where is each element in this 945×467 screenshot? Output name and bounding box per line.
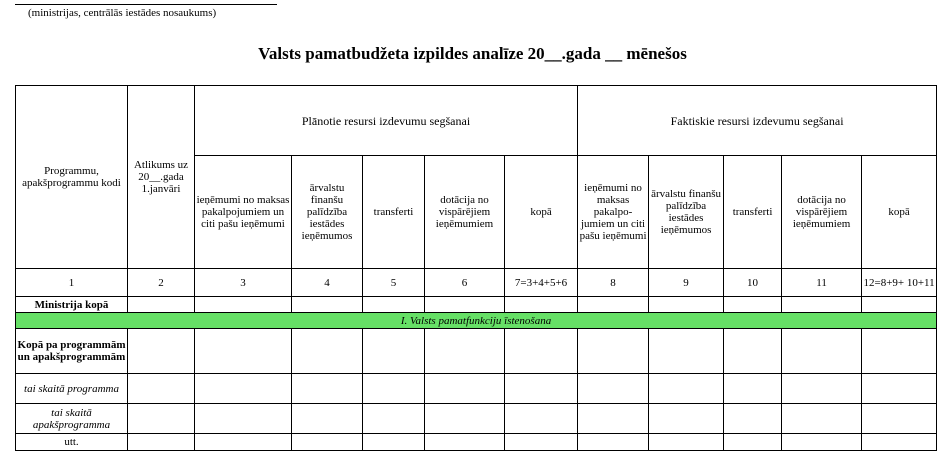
data-cell	[363, 434, 425, 451]
col-number: 9	[649, 269, 724, 297]
data-cell	[505, 297, 578, 313]
row-label: Ministrija kopā	[16, 297, 128, 313]
header-row-groups	[16, 86, 937, 156]
data-cell	[363, 374, 425, 404]
data-cell	[578, 404, 649, 434]
row-label: Kopā pa programmām un apakšprogrammām	[16, 329, 128, 374]
data-cell	[363, 329, 425, 374]
data-cell	[292, 374, 363, 404]
header-program-codes: Programmu, apakšprogrammu kodi	[16, 86, 128, 269]
data-cell	[195, 297, 292, 313]
ministry-name-caption: (ministrijas, centrālās iestādes nosaukums)	[28, 7, 217, 19]
data-cell	[425, 297, 505, 313]
header-planned-subsidy: dotācija no vispārējiem ieņēmumiem	[425, 156, 505, 269]
signature-line	[15, 4, 277, 5]
data-cell	[505, 329, 578, 374]
data-cell	[425, 404, 505, 434]
data-cell	[128, 404, 195, 434]
data-cell	[862, 374, 937, 404]
data-cell	[505, 374, 578, 404]
header-actual-subsidy: dotācija no vispārējiem ieņēmumiem	[782, 156, 862, 269]
data-cell	[649, 404, 724, 434]
header-planned-resources: Plānotie resursi izdevumu segšanai	[195, 86, 578, 156]
row-label: tai skaitā programma	[16, 374, 128, 404]
header-planned-foreign-aid: ārvalstu finanšu palīdzība iestādes ieņēmumos	[292, 156, 363, 269]
data-cell	[724, 329, 782, 374]
data-cell	[505, 434, 578, 451]
data-cell	[128, 329, 195, 374]
header-actual-transfers: transferti	[724, 156, 782, 269]
data-cell	[782, 297, 862, 313]
data-cell	[128, 297, 195, 313]
col-number: 10	[724, 269, 782, 297]
col-number: 5	[363, 269, 425, 297]
header-actual-foreign-aid: ārvalstu finanšu palīdzība iestādes ieņēmumos	[649, 156, 724, 269]
row-programs-total	[16, 329, 937, 374]
data-cell	[862, 404, 937, 434]
data-cell	[128, 434, 195, 451]
col-number: 2	[128, 269, 195, 297]
header-planned-own-revenue: ieņēmumi no maksas pakalpojumiem un citi pašu ieņēmumi	[195, 156, 292, 269]
data-cell	[578, 374, 649, 404]
section-heading-row	[16, 313, 937, 329]
col-number: 1	[16, 269, 128, 297]
data-cell	[363, 297, 425, 313]
header-planned-transfers: transferti	[363, 156, 425, 269]
data-cell	[724, 434, 782, 451]
row-ministry-total	[16, 297, 937, 313]
data-cell	[195, 329, 292, 374]
row-incl-subprogram	[16, 404, 937, 434]
col-number: 12=8+9+ 10+11	[862, 269, 937, 297]
data-cell	[425, 329, 505, 374]
data-cell	[724, 374, 782, 404]
data-cell	[292, 404, 363, 434]
budget-analysis-table	[15, 85, 937, 451]
col-number: 6	[425, 269, 505, 297]
data-cell	[649, 329, 724, 374]
data-cell	[862, 297, 937, 313]
data-cell	[195, 434, 292, 451]
data-cell	[782, 434, 862, 451]
data-cell	[724, 404, 782, 434]
data-cell	[649, 374, 724, 404]
data-cell	[782, 374, 862, 404]
page-title: Valsts pamatbudžeta izpildes analīze 20__.gada __ mēnešos	[258, 44, 687, 63]
data-cell	[649, 434, 724, 451]
data-cell	[292, 434, 363, 451]
header-actual-total: kopā	[862, 156, 937, 269]
data-cell	[195, 404, 292, 434]
header-balance: Atlikums uz 20__.gada 1.janvāri	[128, 86, 195, 269]
data-cell	[862, 329, 937, 374]
column-number-row	[16, 269, 937, 297]
data-cell	[363, 404, 425, 434]
data-cell	[578, 329, 649, 374]
row-label: utt.	[16, 434, 128, 451]
data-cell	[425, 374, 505, 404]
data-cell	[649, 297, 724, 313]
row-etc	[16, 434, 937, 451]
col-number: 3	[195, 269, 292, 297]
col-number: 4	[292, 269, 363, 297]
data-cell	[195, 374, 292, 404]
data-cell	[505, 404, 578, 434]
data-cell	[782, 404, 862, 434]
data-cell	[782, 329, 862, 374]
data-cell	[578, 297, 649, 313]
data-cell	[292, 329, 363, 374]
data-cell	[724, 297, 782, 313]
col-number: 8	[578, 269, 649, 297]
data-cell	[292, 297, 363, 313]
col-number: 7=3+4+5+6	[505, 269, 578, 297]
header-planned-total: kopā	[505, 156, 578, 269]
data-cell	[128, 374, 195, 404]
row-label: tai skaitā apakšprogramma	[16, 404, 128, 434]
data-cell	[425, 434, 505, 451]
data-cell	[578, 434, 649, 451]
data-cell	[862, 434, 937, 451]
header-actual-own-revenue: ieņēmumi no maksas pakalpo-jumiem un citi pašu ieņēmumi	[578, 156, 649, 269]
header-actual-resources: Faktiskie resursi izdevumu segšanai	[578, 86, 937, 156]
row-incl-program	[16, 374, 937, 404]
col-number: 11	[782, 269, 862, 297]
section-heading: I. Valsts pamatfunkciju īstenošana	[16, 313, 937, 329]
